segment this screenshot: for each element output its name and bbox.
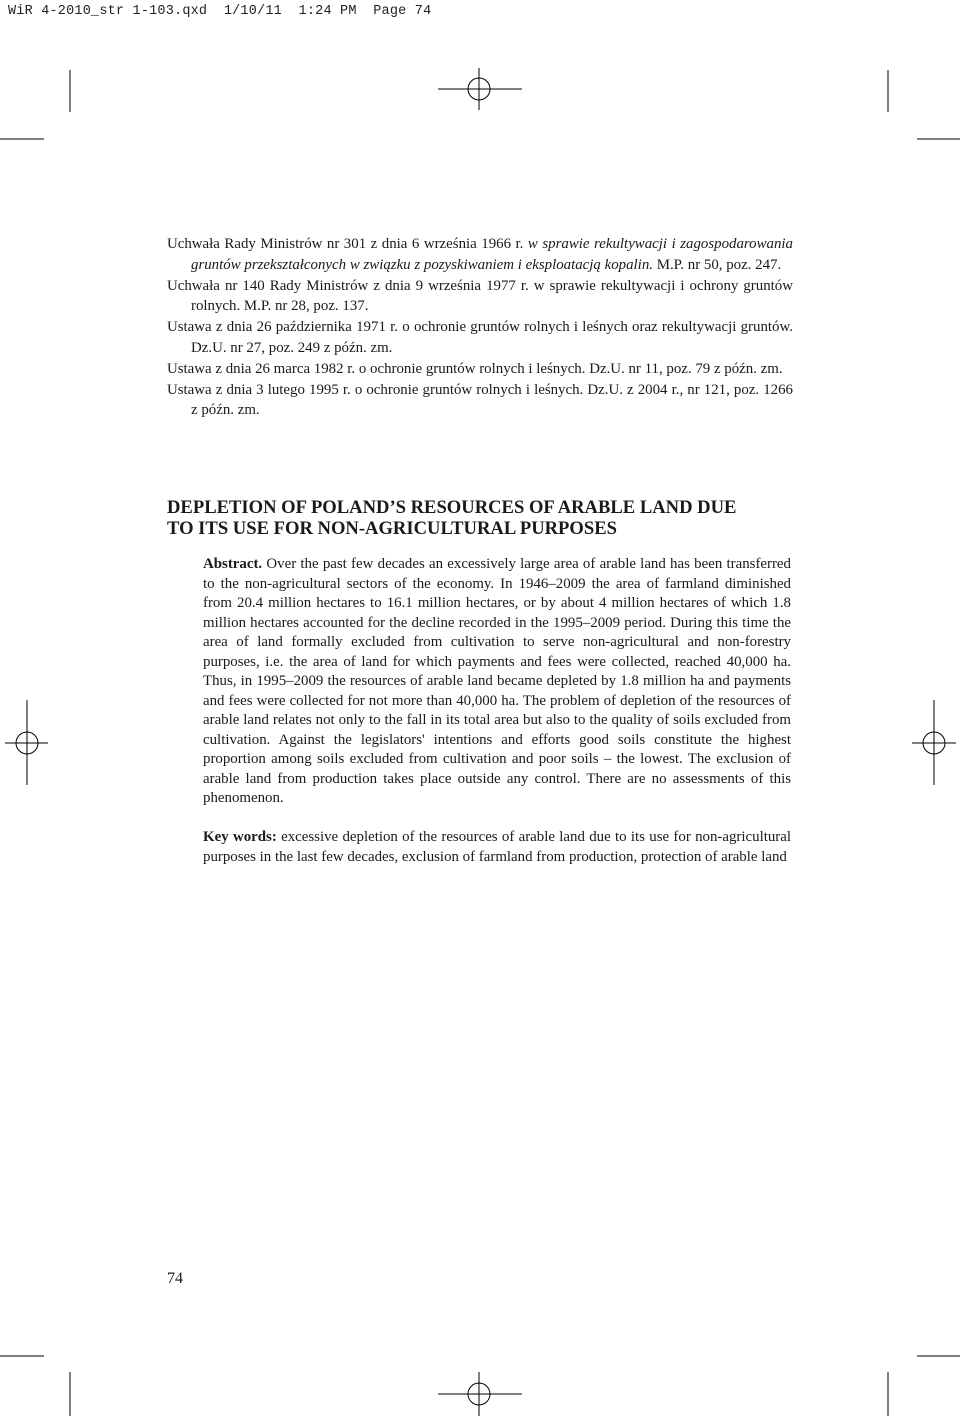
reference-item (167, 317, 793, 359)
reference-text: Uchwała nr 140 Rady Ministrów z dnia 9 września 1977 r. w sprawie rekultywacji i ochrony gruntów rolnych. M.P. nr 28, poz. 137. (167, 277, 793, 315)
reference-text: Ustawa z dnia 26 marca 1982 r. o ochronie gruntów rolnych i leśnych. Dz.U. nr 11, poz. 79 z późn. zm. (167, 360, 783, 377)
reference-text: Ustawa z dnia 3 lutego 1995 r. o ochronie gruntów rolnych i leśnych. Dz.U. z 2004 r., nr 121, poz. 1266 z późn. zm. (167, 381, 793, 419)
article-title-line-2: TO ITS USE FOR NON-AGRICULTURAL PURPOSES (167, 518, 617, 539)
abstract-label: Abstract. (203, 556, 263, 572)
keywords-label: Key words: (203, 829, 277, 845)
reference-list (167, 234, 793, 421)
reference-item (167, 359, 793, 380)
registration-mark-bottom (438, 1372, 522, 1416)
keywords (203, 828, 791, 867)
print-slug: WiR 4-2010_str 1-103.qxd 1/10/11 1:24 PM Page 74 (8, 4, 432, 19)
registration-mark-top (438, 68, 522, 110)
reference-title-italic: w sprawie rekultywacji i zagospodarowania gruntów przekształconych w związku z pozyskiwaniem i eksploatacją kopalin. (191, 236, 794, 273)
keywords-text: excessive depletion of the resources of arable land due to its use for non-agricultural purposes in the last few decades, exclusion of farmland from production, protection of arable land (203, 829, 792, 865)
reference-text: Ustawa z dnia 26 października 1971 r. o ochronie gruntów rolnych i leśnych oraz rekultywacji gruntów. Dz.U. nr 27, poz. 249 z późn. zm. (167, 319, 793, 356)
article-title-line-1: DEPLETION OF POLAND’S RESOURCES OF ARABLE LAND DUE (167, 497, 737, 518)
registration-mark-right (912, 700, 956, 785)
reference-item (167, 234, 793, 276)
page-number: 74 (167, 1270, 183, 1287)
abstract-text: Over the past few decades an excessively large area of arable land has been transferred to the non-agricultural sectors of the economy. In 1946–2009 the area of farmland diminished from 20.4 million hectares to 16.1 million hectares, or by about 4 million hectares of which 1.8 million hectares accounted for the decline recorded in the 1995–2009 period. During this time the area of land formally excluded from cultivation to serve non-agricultural and non-forestry purposes, i.e. the area of land for which payments and fees were collected, reached 40,000 ha. Thus, in 1995–2009 the resources of arable land became depleted by 1.8 million ha and payments and fees were collected for not more than 40,000 ha. The problem of depletion of the resources of arable land relates not only to the fall in its total area but also to the quality of soils excluded from cultivation. Against the legislators' intentions and efforts good soils constitute the highest proportion among soils excluded from cultivation and poor soils – the lowest. The exclusion of arable land from production takes place outside any control. There are no assessments of this phenomenon. (203, 556, 791, 806)
article-title (167, 497, 797, 539)
abstract (203, 555, 791, 809)
registration-mark-left (5, 700, 48, 785)
reference-item (167, 276, 793, 318)
reference-source: M.P. nr 50, poz. 247. (652, 256, 782, 273)
reference-text: Uchwała Rady Ministrów nr 301 z dnia 6 września 1966 r. (167, 236, 528, 252)
reference-item (167, 380, 793, 422)
